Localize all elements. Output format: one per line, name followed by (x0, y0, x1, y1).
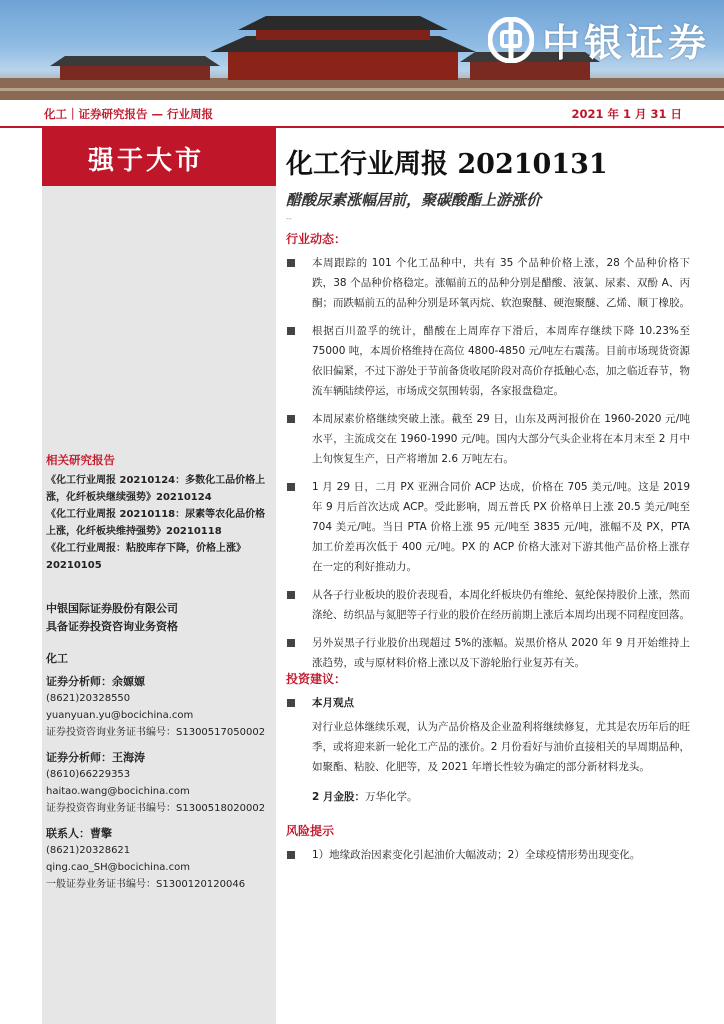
view-text: 对行业总体继续乐观，认为产品价格及企业盈利将继续修复，尤其是农历年后的旺季，或将迎来新一轮化工产品的涨价。2 月份看好与油价直接相关的早周期品种，如聚酯、粘胶、化肥等，及 2021 年增长性较为确定的部分新材料龙头。 (312, 721, 690, 773)
related-report-item[interactable]: 《化工行业周报 20210124：多数化工品价格上涨，化纤板块继续强势》20210124 (46, 475, 266, 503)
bullet-icon (287, 639, 295, 647)
section-title: 投资建议： (286, 672, 347, 686)
bullet-item (286, 321, 690, 401)
contact-cert: 一般证券业务证书编号：S1300120120046 (46, 879, 246, 890)
view-title: 本月观点 (312, 697, 354, 709)
section-title: 行业动态： (286, 232, 347, 246)
bullet-item (286, 633, 690, 673)
rating-box (42, 128, 276, 186)
bullet-text: 根据百川盈孚的统计，醋酸在上周库存下滑后，本周库存继续下降 10.23%至 75000 吨，本周价格维持在高位 4800-4850 元/吨左右震荡。目前市场现货资源依旧偏紧，不过下游处于节前备货收尾阶段对高价存抵触心态，加之临近春节，物流车辆陆续停运，市场成交氛围转弱，各家报盘稳定。 (312, 325, 690, 397)
analyst-email[interactable]: haitao.wang@bocichina.com (46, 786, 190, 797)
analyst-cert: 证券投资咨询业务证书编号：S1300518020002 (46, 803, 266, 814)
company-qualification: 具备证券投资咨询业务资格 (46, 620, 178, 633)
report-date: 2021 年 1 月 31 日 (571, 107, 682, 121)
bullet-icon (287, 327, 295, 335)
sidebar (42, 128, 276, 1024)
contact-name: 联系人：曹擎 (46, 827, 112, 840)
risk-section (286, 822, 690, 865)
report-subtitle: 醋酸尿素涨幅居前，聚碳酸酯上游涨价 (286, 191, 542, 209)
brand-lockup (488, 12, 710, 67)
bullet-text: 本周尿素价格继续突破上涨。截至 29 日，山东及两河报价在 1960-2020 元/吨水平，主流成交在 1960-1990 元/吨。国内大部分气头企业将在本月末至 2 月中上旬恢复生产，日产将增加 2.6 万吨左右。 (312, 413, 690, 465)
bullet-icon (287, 851, 295, 859)
bullet-icon (287, 699, 295, 707)
contact-phone: (8621)20328621 (46, 845, 131, 856)
bullet-text: 本周跟踪的 101 个化工品种中，共有 35 个品种价格上涨，28 个品种价格下跌，38 个品种价格稳定。涨幅前五的品种分别是醋酸、液氯、尿素、双酚 A、丙酮；而跌幅前五的品种分别是环氧丙烷、软泡聚醚、硬泡聚醚、乙烯、顺丁橡胶。 (312, 257, 690, 309)
view-heading (286, 693, 690, 713)
contact-email[interactable]: qing.cao_SH@bocichina.com (46, 862, 190, 873)
industry-label: 化工 (46, 652, 68, 665)
bullet-icon (287, 259, 295, 267)
investment-section (286, 670, 690, 807)
analyst-email[interactable]: yuanyuan.yu@bocichina.com (46, 710, 194, 721)
bullet-item (286, 253, 690, 313)
bank-of-china-logo-icon (488, 17, 534, 63)
brand-name: 中银证券 (541, 20, 710, 65)
analyst-phone: (8621)20328550 (46, 693, 131, 704)
company-info (46, 600, 272, 636)
related-report-item[interactable]: 《化工行业周报 20210118：尿素等农化品价格上涨，化纤板块维持强势》20210118 (46, 509, 266, 537)
related-reports (46, 452, 272, 574)
bullet-icon (287, 591, 295, 599)
section-title: 风险提示 (286, 824, 335, 838)
header-banner (0, 0, 724, 100)
analyst-info (46, 650, 272, 893)
bullet-item (286, 477, 690, 577)
company-name: 中银国际证券股份有限公司 (46, 602, 178, 615)
related-reports-title: 相关研究报告 (46, 453, 115, 467)
title-divider: -- (286, 214, 292, 223)
breadcrumb: 化工｜证券研究报告 — 行业周报 (44, 107, 214, 121)
analyst-cert: 证券投资咨询业务证书编号：S1300517050002 (46, 727, 266, 738)
risk-text: 1）地缘政治因素变化引起油价大幅波动；2）全球疫情形势出现变化。 (312, 849, 641, 861)
bullet-icon (287, 483, 295, 491)
gold-stock (286, 787, 690, 807)
industry-dynamics-section (286, 230, 690, 673)
analyst-name: 证券分析师：王海涛 (46, 751, 145, 764)
bullet-text: 从各子行业板块的股价表现看，本周化纤板块仍有维纶、氨纶保持股价上涨，然而涤纶、纺织品与氮肥等子行业的股价在经历前期上涨后本周均出现不同程度回落。 (312, 589, 690, 621)
bullet-item (286, 585, 690, 625)
analyst-phone: (8610)66229353 (46, 769, 131, 780)
bullet-text: 1 月 29 日，二月 PX 亚洲合同价 ACP 达成，价格在 705 美元/吨。这是 2019 年 9 月后首次达成 ACP。受此影响，周五普氏 PX 价格单日上涨 20.5 美元/吨至 704 美元/吨。当日 PTA 价格上涨 95 元/吨至 3835 元/吨，涨幅不及 PX，PTA 加工价差再次低于 400 元/吨。PX 的 ACP 价格大涨对下游其他产品价格上涨存在一定的利好推动力。 (312, 481, 690, 573)
bullet-icon (287, 415, 295, 423)
gold-stock-label: 2 月金股： (312, 791, 365, 803)
rating-label: 强于大市 (88, 146, 205, 176)
analyst-name: 证券分析师：余嫄嫄 (46, 675, 145, 688)
bullet-item (286, 409, 690, 469)
report-title: 化工行业周报 20210131 (286, 149, 608, 180)
gold-stock-value: 万华化学。 (364, 791, 418, 803)
related-report-item[interactable]: 《化工行业周报：粘胶库存下降，价格上涨》20210105 (46, 543, 246, 571)
report-meta-bar (0, 100, 724, 128)
bullet-item (286, 845, 690, 865)
bullet-text: 另外炭黑子行业股价出现超过 5%的涨幅。炭黑价格从 2020 年 9 月开始维持上涨趋势，或与原材料价格上涨以及下游轮胎行业复苏有关。 (312, 637, 690, 669)
